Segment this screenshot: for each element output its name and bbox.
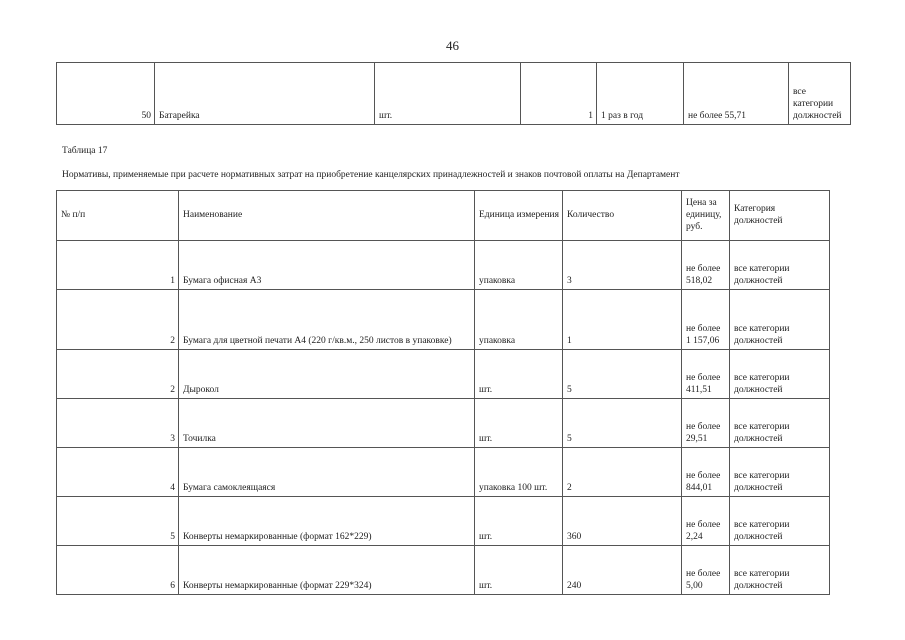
row-number: 2 bbox=[57, 350, 179, 399]
norms-table bbox=[56, 190, 830, 595]
row-number: 4 bbox=[57, 448, 179, 497]
header-quantity: Количество bbox=[563, 191, 682, 241]
item-frequency: 1 раз в год bbox=[597, 63, 684, 125]
item-category: все категории должностей bbox=[730, 448, 830, 497]
item-category: все категории должностей bbox=[730, 399, 830, 448]
page-number: 46 bbox=[446, 38, 459, 53]
header-name: Наименование bbox=[179, 191, 475, 241]
row-number: 6 bbox=[57, 546, 179, 595]
item-quantity: 3 bbox=[563, 241, 682, 290]
table-caption: Таблица 17 bbox=[62, 146, 108, 156]
table-row bbox=[57, 63, 851, 125]
item-name: Батарейка bbox=[155, 63, 375, 125]
item-category: все категории должностей bbox=[730, 290, 830, 350]
table-row bbox=[57, 448, 830, 497]
item-price: не более 1 157,06 bbox=[682, 290, 730, 350]
item-unit: шт. bbox=[475, 497, 563, 546]
item-name: Бумага офисная А3 bbox=[179, 241, 475, 290]
item-quantity: 1 bbox=[521, 63, 597, 125]
item-quantity: 5 bbox=[563, 399, 682, 448]
item-category: все категории должностей bbox=[730, 497, 830, 546]
item-quantity: 5 bbox=[563, 350, 682, 399]
continued-table bbox=[56, 62, 851, 125]
row-number: 5 bbox=[57, 497, 179, 546]
item-price: не более 55,71 bbox=[684, 63, 789, 125]
item-category: все категории должностей bbox=[789, 63, 851, 125]
item-name: Бумага самоклеящаяся bbox=[179, 448, 475, 497]
item-quantity: 360 bbox=[563, 497, 682, 546]
item-unit: упаковка 100 шт. bbox=[475, 448, 563, 497]
item-unit: упаковка bbox=[475, 241, 563, 290]
item-unit: шт. bbox=[375, 63, 521, 125]
item-name: Точилка bbox=[179, 399, 475, 448]
item-price: не более 5,00 bbox=[682, 546, 730, 595]
table-header-row bbox=[57, 191, 830, 241]
item-unit: упаковка bbox=[475, 290, 563, 350]
table-row bbox=[57, 497, 830, 546]
row-number: 50 bbox=[57, 63, 155, 125]
header-unit: Единица измерения bbox=[475, 191, 563, 241]
row-number: 2 bbox=[57, 290, 179, 350]
row-number: 1 bbox=[57, 241, 179, 290]
item-category: все категории должностей bbox=[730, 241, 830, 290]
table-row bbox=[57, 399, 830, 448]
item-price: не более 411,51 bbox=[682, 350, 730, 399]
table-row bbox=[57, 546, 830, 595]
item-price: не более 2,24 bbox=[682, 497, 730, 546]
table-row bbox=[57, 241, 830, 290]
item-name: Конверты немаркированные (формат 229*324) bbox=[179, 546, 475, 595]
item-category: все категории должностей bbox=[730, 546, 830, 595]
item-unit: шт. bbox=[475, 350, 563, 399]
row-number: 3 bbox=[57, 399, 179, 448]
item-quantity: 2 bbox=[563, 448, 682, 497]
table-row bbox=[57, 290, 830, 350]
header-number: № п/п bbox=[57, 191, 179, 241]
header-category: Категория должностей bbox=[730, 191, 830, 241]
item-quantity: 240 bbox=[563, 546, 682, 595]
item-category: все категории должностей bbox=[730, 350, 830, 399]
item-name: Дырокол bbox=[179, 350, 475, 399]
table-row bbox=[57, 350, 830, 399]
item-price: не более 29,51 bbox=[682, 399, 730, 448]
item-name: Конверты немаркированные (формат 162*229) bbox=[179, 497, 475, 546]
header-price: Цена за единицу, руб. bbox=[682, 191, 730, 241]
item-unit: шт. bbox=[475, 546, 563, 595]
item-price: не более 844,01 bbox=[682, 448, 730, 497]
item-price: не более 518,02 bbox=[682, 241, 730, 290]
item-unit: шт. bbox=[475, 399, 563, 448]
item-quantity: 1 bbox=[563, 290, 682, 350]
table-title: Нормативы, применяемые при расчете нормативных затрат на приобретение канцелярских принадлежностей и знаков почтовой оплаты на Департамент bbox=[62, 170, 680, 180]
item-name: Бумага для цветной печати А4 (220 г/кв.м., 250 листов в упаковке) bbox=[179, 290, 475, 350]
